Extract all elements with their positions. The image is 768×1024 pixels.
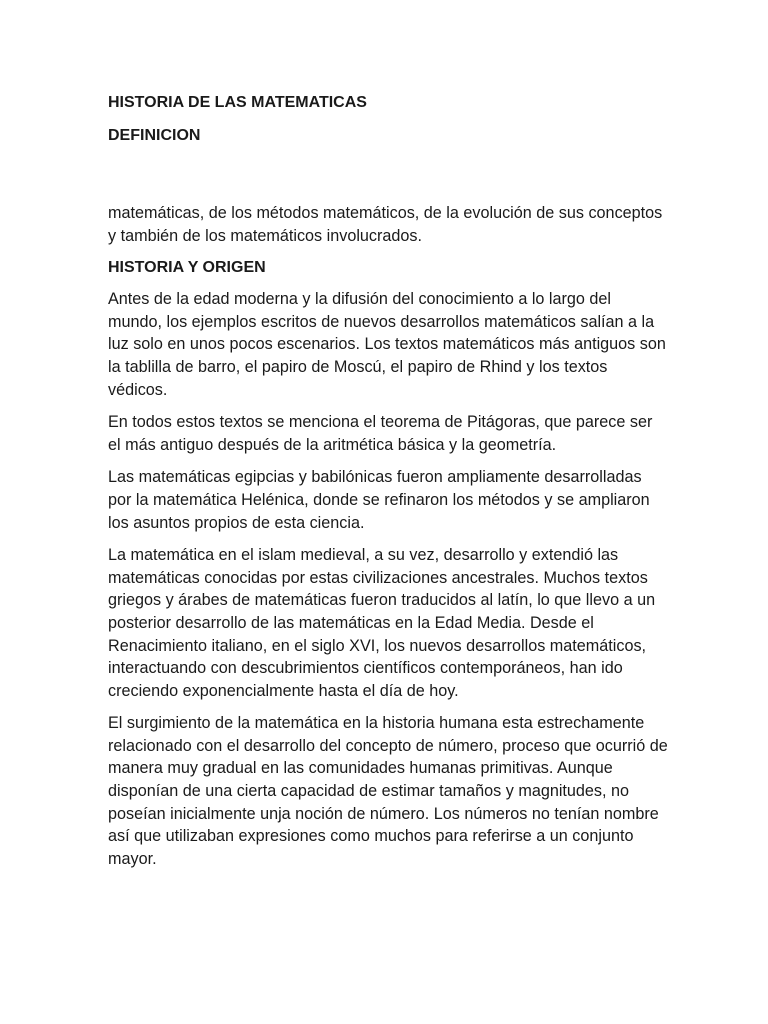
paragraph: El surgimiento de la matemática en la historia humana esta estrechamente relacionado con el desarrollo del concepto de número, proceso que ocurrió de manera muy gradual en las comunidades humanas primitivas. Aunque disponían de una cierta capacidad de estimar tamaños y magnitudes, no poseían inicialmente unja noción de número. Los números no tenían nombre así que utilizaban expresiones como muchos para referirse a un conjunto mayor. (108, 714, 668, 868)
section-heading: HISTORIA Y ORIGEN (108, 259, 266, 277)
paragraph: La matemática en el islam medieval, a su vez, desarrollo y extendió las matemáticas conocidas por estas civilizaciones ancestrales. Muchos textos griegos y árabes de matemáticas fueron traducidos al latín, lo que llevo a un posterior desarrollo de las matemáticas en la Edad Media. Desde el Renacimiento italiano, en el siglo XVI, los nuevos desarrollos matemáticos, interactuando con descubrimientos científicos contemporáneos, han ido creciendo exponencialmente hasta el día de hoy. (108, 546, 656, 700)
definition-paragraph: matemáticas, de los métodos matemáticos, de la evolución de sus conceptos y también de los matemáticos involucrados. (108, 204, 663, 245)
document-body (108, 202, 668, 880)
paragraph: En todos estos textos se menciona el teorema de Pitágoras, que parece ser el más antiguo después de la aritmética básica y la geometría. (108, 413, 653, 454)
paragraph: Antes de la edad moderna y la difusión del conocimiento a lo largo del mundo, los ejemplos escritos de nuevos desarrollos matemáticos salían a la luz solo en unos pocos escenarios. Los textos matemáticos más antiguos son la tablilla de barro, el papiro de Moscú, el papiro de Rhind y los textos védicos. (108, 290, 666, 399)
paragraph: Las matemáticas egipcias y babilónicas fueron ampliamente desarrolladas por la matemática Helénica, donde se refinaron los métodos y se ampliaron los asuntos propios de esta ciencia. (108, 468, 650, 532)
definition-heading: DEFINICION (108, 127, 201, 144)
document-title: HISTORIA DE LAS MATEMATICAS (108, 94, 367, 111)
